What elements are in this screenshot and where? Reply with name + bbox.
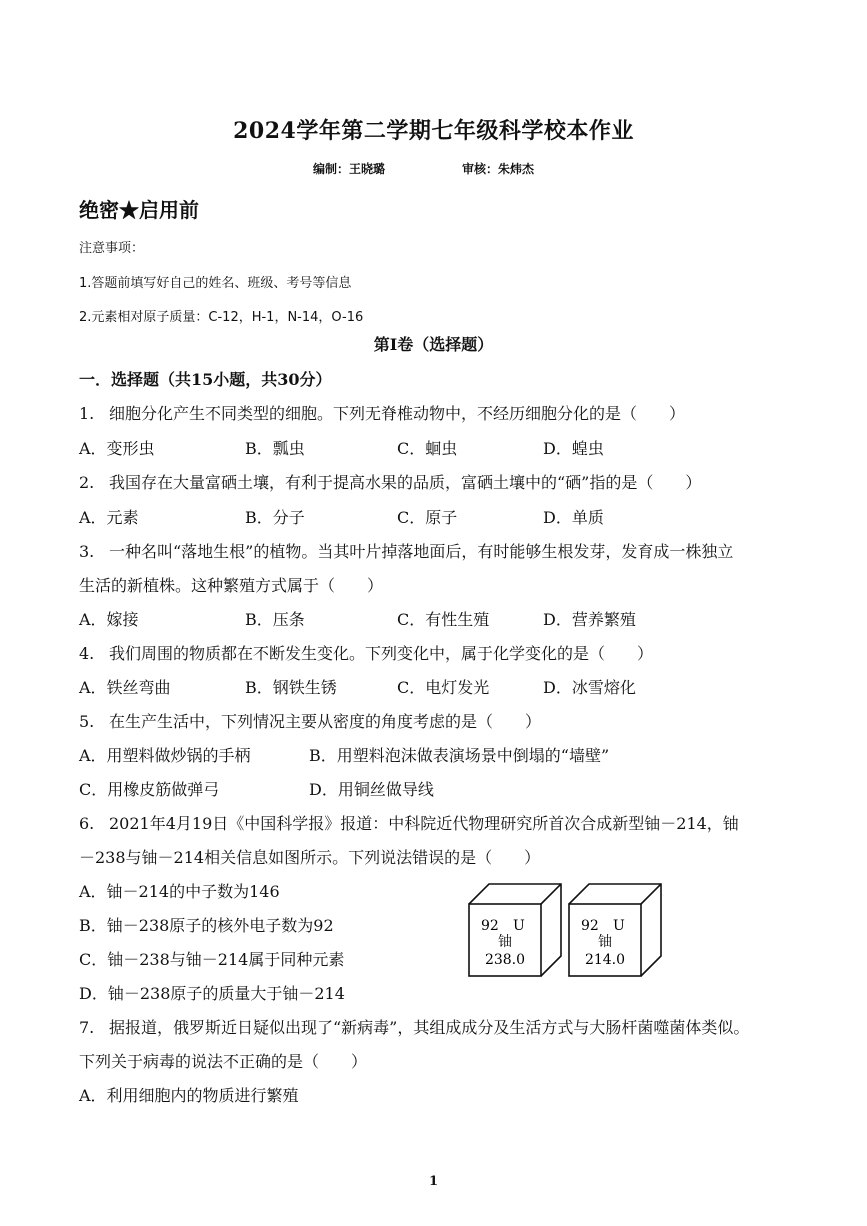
note-2: 2.元素相对原子质量：C-12，H-1，N-14，O-16 <box>79 310 364 325</box>
q5-option-d[interactable]: D．用铜丝做导线 <box>309 780 434 799</box>
question-text: 我国存在大量富硒土壤，有利于提高水果的品质，富硒土壤中的“硒”指的是（ ） <box>109 473 702 492</box>
q2-option-b[interactable]: B．分子 <box>245 508 305 527</box>
question-6-stem-line-2: －238与铀－214相关信息如图所示。下列说法错误的是（ ） <box>79 848 541 867</box>
q4-option-d[interactable]: D．冰雪熔化 <box>543 678 636 697</box>
q3-option-b[interactable]: B．压条 <box>245 610 305 629</box>
editor-credit: 编制：王晓璐 <box>313 162 386 176</box>
uranium-238-symbol: U <box>513 918 525 934</box>
question-number: 3. <box>79 542 95 561</box>
question-1-stem <box>79 401 685 424</box>
question-text: 我们周围的物质都在不断发生变化。下列变化中，属于化学变化的是（ ） <box>109 644 654 663</box>
q2-option-a[interactable]: A．元素 <box>79 508 139 527</box>
uranium-238-number: 92 <box>481 918 499 934</box>
q1-option-a[interactable]: A．变形虫 <box>79 439 155 458</box>
question-number: 5. <box>79 712 95 731</box>
q6-option-c[interactable]: C．铀－238与铀－214属于同种元素 <box>79 950 345 969</box>
question-number: 6. <box>79 814 95 833</box>
question-number: 2. <box>79 473 95 492</box>
question-text: 一种名叫“落地生根”的植物。当其叶片掉落地面后，有时能够生根发芽，发育成一株独立 <box>109 542 734 561</box>
question-text: 在生产生活中，下列情况主要从密度的角度考虑的是（ ） <box>109 712 542 731</box>
q4-option-b[interactable]: B．钢铁生锈 <box>245 678 337 697</box>
q1-option-b[interactable]: B．瓢虫 <box>245 439 305 458</box>
section-heading: 一．选择题（共15小题，共30分） <box>79 370 332 389</box>
question-7-stem <box>79 1015 749 1038</box>
q3-option-d[interactable]: D．营养繁殖 <box>543 610 636 629</box>
q3-option-c[interactable]: C．有性生殖 <box>397 610 490 629</box>
uranium-214-symbol: U <box>613 918 625 934</box>
volume-heading: 第Ⅰ卷（选择题） <box>373 335 494 354</box>
confidential-mark: 绝密★启用前 <box>79 198 199 222</box>
notes-heading: 注意事项： <box>79 241 145 256</box>
q6-option-a[interactable]: A．铀－214的中子数为146 <box>79 882 280 901</box>
question-3-stem <box>79 539 733 562</box>
uranium-214-name: 铀 <box>598 934 612 950</box>
q1-option-d[interactable]: D．蝗虫 <box>543 439 604 458</box>
uranium-element-figure <box>465 880 665 980</box>
q2-option-c[interactable]: C．原子 <box>397 508 458 527</box>
question-number: 7. <box>79 1018 95 1037</box>
page-number: 1 <box>428 1174 439 1189</box>
uranium-238-name: 铀 <box>498 934 512 950</box>
question-text: 2021年4月19日《中国科学报》报道：中科院近代物理研究所首次合成新型铀－214，铀 <box>109 814 739 833</box>
uranium-214-mass: 214.0 <box>584 952 626 968</box>
question-text: 据报道，俄罗斯近日疑似出现了“新病毒”，其组成成分及生活方式与大肠杆菌噬菌体类似。 <box>109 1018 750 1037</box>
q5-option-c[interactable]: C．用橡皮筋做弹弓 <box>79 780 220 799</box>
q3-option-a[interactable]: A．嫁接 <box>79 610 139 629</box>
question-number: 4. <box>79 644 95 663</box>
uranium-238-mass: 238.0 <box>484 952 526 968</box>
q7-option-a[interactable]: A．利用细胞内的物质进行繁殖 <box>79 1086 299 1105</box>
question-5-stem <box>79 709 541 732</box>
q5-option-a[interactable]: A．用塑料做炒锅的手柄 <box>79 746 251 765</box>
q4-option-a[interactable]: A．铁丝弯曲 <box>79 678 171 697</box>
question-2-stem <box>79 470 701 493</box>
q4-option-c[interactable]: C．电灯发光 <box>397 678 490 697</box>
q6-option-b[interactable]: B．铀－238原子的核外电子数为92 <box>79 916 334 935</box>
question-4-stem <box>79 641 653 664</box>
uranium-214-number: 92 <box>581 918 599 934</box>
q1-option-c[interactable]: C．蛔虫 <box>397 439 458 458</box>
note-1: 1.答题前填写好自己的姓名、班级、考号等信息 <box>79 276 352 291</box>
question-6-stem <box>79 811 739 834</box>
document-title: 2024学年第二学期七年级科学校本作业 <box>233 118 634 144</box>
question-7-stem-line-2: 下列关于病毒的说法不正确的是（ ） <box>79 1052 368 1071</box>
question-text: 细胞分化产生不同类型的细胞。下列无脊椎动物中，不经历细胞分化的是（ ） <box>109 404 686 423</box>
question-number: 1. <box>79 404 95 423</box>
q5-option-b[interactable]: B．用塑料泡沫做表演场景中倒塌的“墙壁” <box>309 746 610 765</box>
question-3-stem-line-2: 生活的新植株。这种繁殖方式属于（ ） <box>79 576 384 595</box>
q6-option-d[interactable]: D．铀－238原子的质量大于铀－214 <box>79 984 345 1003</box>
reviewer-credit: 审核：朱炜杰 <box>462 162 535 176</box>
q2-option-d[interactable]: D．单质 <box>543 508 604 527</box>
